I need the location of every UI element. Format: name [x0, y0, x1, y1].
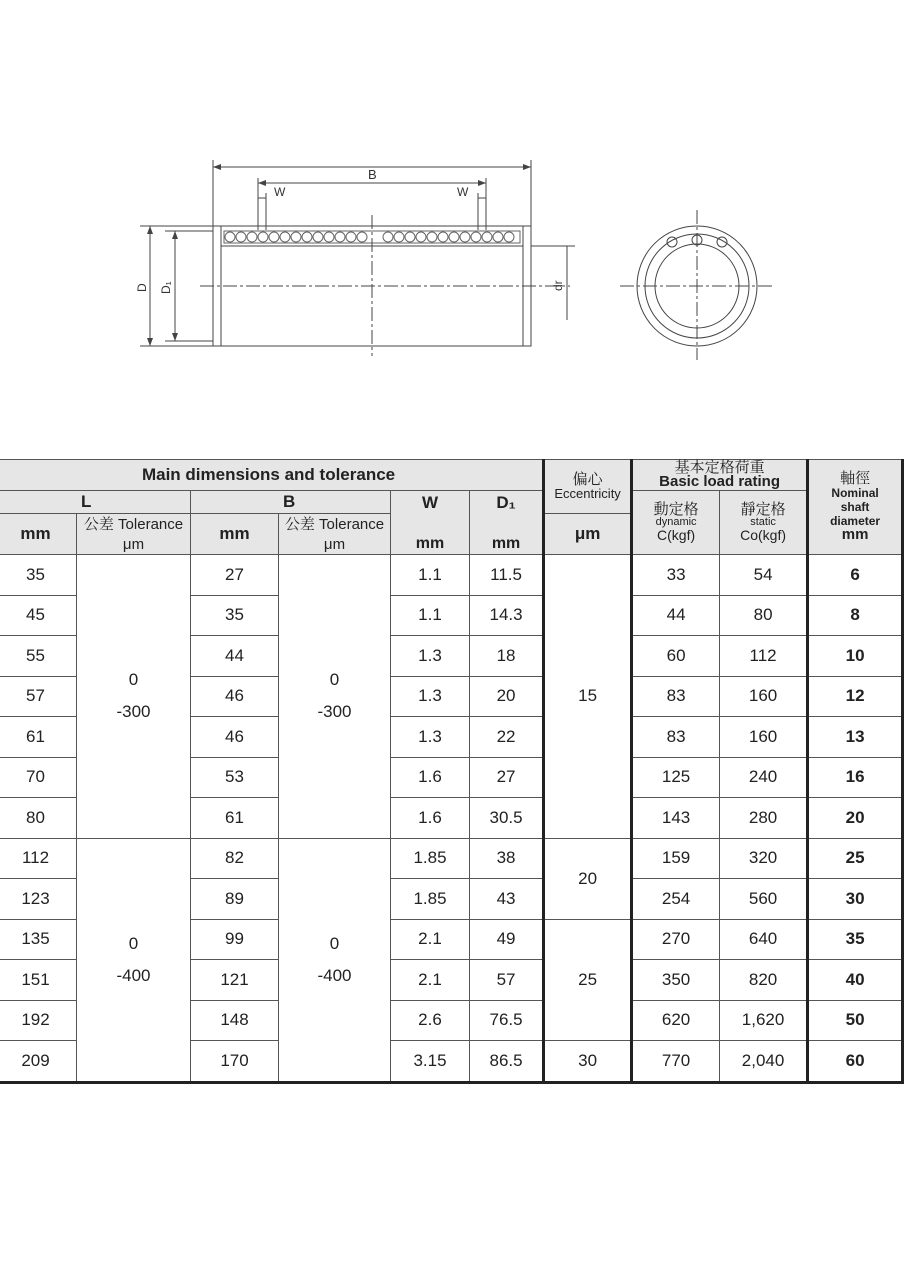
sta-cn: 靜定格 — [740, 501, 786, 518]
dimension-table — [0, 459, 904, 1084]
cell-dynamic: 44 — [632, 595, 720, 636]
cell-w: 2.1 — [391, 960, 470, 1001]
cell-shaft: 12 — [808, 676, 903, 717]
cell-l: 35 — [0, 555, 77, 596]
w-label: W — [421, 492, 439, 512]
ecc-en: Eccentricity — [554, 485, 621, 501]
cell-l: 192 — [0, 1000, 77, 1041]
header-b-mm: mm — [191, 514, 279, 555]
cell-l: 57 — [0, 676, 77, 717]
header-shaft — [808, 460, 903, 555]
cell-l-tolerance-lower: -400 — [116, 965, 151, 985]
cell-d1: 76.5 — [470, 1000, 544, 1041]
b-tol-unit: μm — [323, 536, 346, 553]
cell-d1: 86.5 — [470, 1041, 544, 1083]
cell-d1: 11.5 — [470, 555, 544, 596]
cell-l-tolerance-lower: -300 — [116, 702, 151, 722]
label-w-left: W — [274, 185, 286, 199]
cell-dynamic: 83 — [632, 676, 720, 717]
header-static — [720, 491, 808, 555]
cell-b: 44 — [191, 636, 279, 677]
cell-eccentricity: 20 — [544, 838, 632, 919]
label-d: D — [135, 283, 149, 292]
cell-d1: 57 — [470, 960, 544, 1001]
cell-dynamic: 60 — [632, 636, 720, 677]
cell-d1: 14.3 — [470, 595, 544, 636]
cell-w: 1.6 — [391, 798, 470, 839]
cell-l-tolerance-upper: 0 — [128, 933, 139, 953]
shaft-en3: diameter — [830, 514, 881, 528]
cell-w: 1.1 — [391, 555, 470, 596]
cell-l-tolerance — [77, 555, 191, 839]
header-load — [632, 460, 808, 491]
cell-l: 123 — [0, 879, 77, 920]
header-d1 — [470, 491, 544, 555]
cell-eccentricity: 15 — [544, 555, 632, 839]
cell-d1: 49 — [470, 919, 544, 960]
cell-shaft: 35 — [808, 919, 903, 960]
cell-dynamic: 159 — [632, 838, 720, 879]
cell-d1: 38 — [470, 838, 544, 879]
cell-static: 54 — [720, 555, 808, 596]
header-b: B — [191, 491, 391, 514]
cell-l: 112 — [0, 838, 77, 879]
cell-shaft: 10 — [808, 636, 903, 677]
dyn-unit: C(kgf) — [657, 527, 696, 543]
cell-shaft: 16 — [808, 757, 903, 798]
sta-unit: Co(kgf) — [740, 527, 787, 543]
cell-dynamic: 770 — [632, 1041, 720, 1083]
cell-shaft: 60 — [808, 1041, 903, 1083]
l-tol-unit: μm — [122, 536, 145, 553]
shaft-unit: mm — [841, 526, 869, 543]
cell-shaft: 40 — [808, 960, 903, 1001]
cell-shaft: 8 — [808, 595, 903, 636]
cell-w: 1.3 — [391, 717, 470, 758]
cell-w: 2.6 — [391, 1000, 470, 1041]
cell-d1: 43 — [470, 879, 544, 920]
sta-en: static — [750, 516, 776, 528]
cell-dynamic: 254 — [632, 879, 720, 920]
cell-shaft: 13 — [808, 717, 903, 758]
d1-label: D₁ — [496, 492, 516, 512]
cell-b: 53 — [191, 757, 279, 798]
shaft-cn: 軸徑 — [840, 470, 871, 487]
cell-b-tolerance-upper: 0 — [329, 933, 340, 953]
cell-b: 82 — [191, 838, 279, 879]
cell-shaft: 20 — [808, 798, 903, 839]
cell-l: 45 — [0, 595, 77, 636]
table-row — [0, 555, 903, 596]
cell-w: 1.6 — [391, 757, 470, 798]
cell-static: 1,620 — [720, 1000, 808, 1041]
cell-dynamic: 143 — [632, 798, 720, 839]
cell-static: 112 — [720, 636, 808, 677]
cell-b: 99 — [191, 919, 279, 960]
cell-w: 1.3 — [391, 636, 470, 677]
header-l-tolerance — [77, 514, 191, 555]
cell-dynamic: 83 — [632, 717, 720, 758]
header-w — [391, 491, 470, 555]
header-eccentricity — [544, 460, 632, 514]
cell-shaft: 50 — [808, 1000, 903, 1041]
cell-b: 35 — [191, 595, 279, 636]
cell-b-tolerance — [279, 838, 391, 1082]
cell-dynamic: 33 — [632, 555, 720, 596]
header-ecc-unit: μm — [544, 514, 632, 555]
label-dr: dr — [551, 280, 565, 291]
cell-b: 89 — [191, 879, 279, 920]
cell-b: 27 — [191, 555, 279, 596]
cell-static: 280 — [720, 798, 808, 839]
cell-static: 160 — [720, 676, 808, 717]
label-w-right: W — [457, 185, 469, 199]
cell-shaft: 6 — [808, 555, 903, 596]
l-tol-label: 公差 Tolerance — [83, 516, 184, 533]
cell-dynamic: 350 — [632, 960, 720, 1001]
header-b-tolerance — [279, 514, 391, 555]
shaft-en2: shaft — [840, 500, 870, 514]
cell-l: 70 — [0, 757, 77, 798]
header-main: Main dimensions and tolerance — [0, 460, 544, 491]
cell-b-tolerance-upper: 0 — [329, 670, 340, 690]
load-en: Basic load rating — [659, 473, 781, 490]
shaft-en1: Nominal — [831, 486, 879, 500]
cell-l-tolerance — [77, 838, 191, 1082]
header-l: L — [0, 491, 191, 514]
cell-d1: 27 — [470, 757, 544, 798]
cell-dynamic: 620 — [632, 1000, 720, 1041]
load-cn: 基本定格荷重 — [674, 459, 765, 476]
ecc-cn: 偏心 — [572, 470, 603, 488]
bearing-drawing — [0, 0, 920, 420]
cell-static: 240 — [720, 757, 808, 798]
label-d1: D₁ — [159, 281, 173, 294]
cell-l: 80 — [0, 798, 77, 839]
header-dynamic — [632, 491, 720, 555]
cell-l-tolerance-upper: 0 — [128, 670, 139, 690]
cell-static: 160 — [720, 717, 808, 758]
cell-dynamic: 125 — [632, 757, 720, 798]
cell-l: 55 — [0, 636, 77, 677]
cell-b: 170 — [191, 1041, 279, 1083]
cell-w: 3.15 — [391, 1041, 470, 1083]
cell-static: 560 — [720, 879, 808, 920]
cell-l: 135 — [0, 919, 77, 960]
cell-static: 820 — [720, 960, 808, 1001]
cell-static: 2,040 — [720, 1041, 808, 1083]
header-l-mm: mm — [0, 514, 77, 555]
d1-unit: mm — [491, 534, 521, 552]
cell-b: 46 — [191, 717, 279, 758]
cell-dynamic: 270 — [632, 919, 720, 960]
b-tol-label: 公差 Tolerance — [284, 516, 385, 533]
cell-l: 209 — [0, 1041, 77, 1083]
table-row — [0, 838, 903, 879]
cell-b: 61 — [191, 798, 279, 839]
cell-shaft: 30 — [808, 879, 903, 920]
cell-w: 2.1 — [391, 919, 470, 960]
cell-w: 1.1 — [391, 595, 470, 636]
cell-b: 148 — [191, 1000, 279, 1041]
cell-b-tolerance — [279, 555, 391, 839]
label-b: B — [368, 167, 377, 182]
dyn-cn: 動定格 — [653, 501, 699, 518]
cell-l: 61 — [0, 717, 77, 758]
cell-shaft: 25 — [808, 838, 903, 879]
cell-w: 1.3 — [391, 676, 470, 717]
cell-l: 151 — [0, 960, 77, 1001]
cell-b-tolerance-lower: -400 — [317, 965, 352, 985]
cell-eccentricity: 25 — [544, 919, 632, 1041]
dyn-en: dynamic — [655, 516, 697, 528]
cell-w: 1.85 — [391, 838, 470, 879]
cell-eccentricity: 30 — [544, 1041, 632, 1083]
cell-b-tolerance-lower: -300 — [317, 702, 352, 722]
cell-d1: 18 — [470, 636, 544, 677]
cell-static: 320 — [720, 838, 808, 879]
cell-d1: 22 — [470, 717, 544, 758]
cell-b: 46 — [191, 676, 279, 717]
cell-w: 1.85 — [391, 879, 470, 920]
cell-b: 121 — [191, 960, 279, 1001]
cell-static: 640 — [720, 919, 808, 960]
w-unit: mm — [415, 534, 445, 552]
cell-d1: 20 — [470, 676, 544, 717]
cell-static: 80 — [720, 595, 808, 636]
cell-d1: 30.5 — [470, 798, 544, 839]
